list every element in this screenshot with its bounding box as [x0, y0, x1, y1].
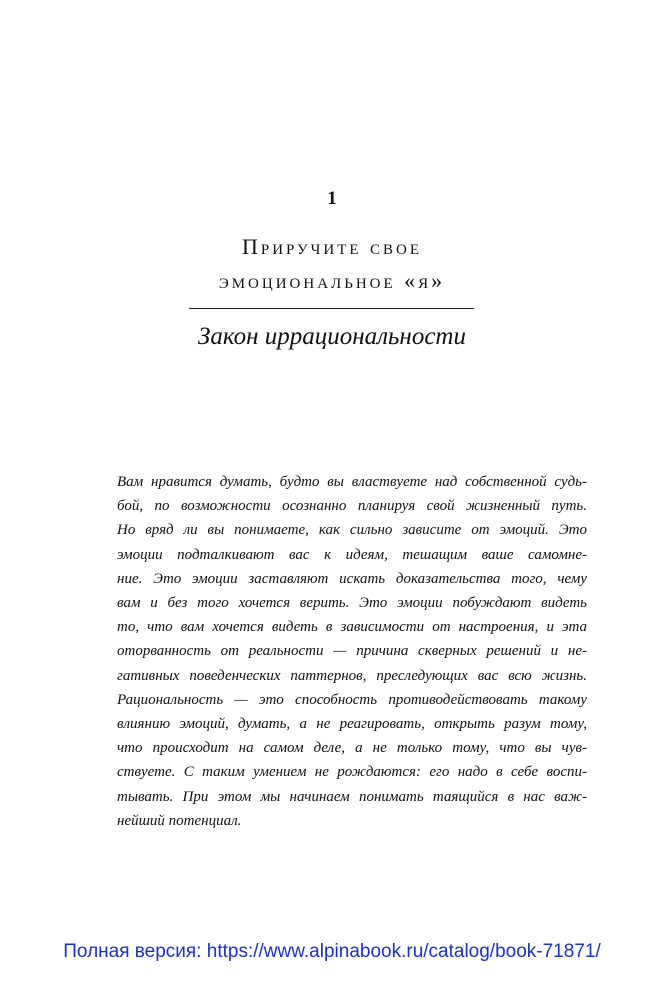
- full-version-link[interactable]: Полная версия: https://www.alpinabook.ru/catalog/book-71871/: [63, 941, 601, 962]
- epigraph-line: что происходит на самом деле, а не только тому, что вы чув-: [117, 740, 587, 757]
- epigraph-paragraph: [117, 470, 587, 833]
- title-divider: [189, 308, 474, 309]
- epigraph-line: ствуете. С таким умением не рождаются: его надо в себе воспи-: [117, 764, 587, 781]
- epigraph-line: эмоции подталкивают вас к идеям, тешащим ваше самомне-: [117, 546, 587, 563]
- epigraph-line: Рациональность — это способность противодействовать такому: [117, 691, 587, 708]
- epigraph-line: Вам нравится думать, будто вы властвуете над собственной судь-: [117, 474, 587, 490]
- epigraph-line: гативных поведенческих паттернов, преследующих вас всю жизнь.: [117, 667, 587, 684]
- chapter-title-line-2: эмоциональное «я»: [218, 268, 446, 293]
- epigraph-line: тывать. При этом мы начинаем понимать таящийся в нас важ-: [117, 788, 587, 805]
- chapter-subtitle: Закон иррациональности: [197, 323, 466, 350]
- chapter-title: [0, 230, 664, 298]
- epigraph-line: бой, по возможности осознанно планируя свой жизненный путь.: [117, 498, 587, 515]
- epigraph-line: оторванность от реальности — причина скверных решений и не-: [117, 643, 587, 660]
- epigraph-line: влиянию эмоций, думать, а не реагировать, открыть разум тому,: [117, 716, 587, 733]
- chapter-number: 1: [327, 188, 337, 209]
- epigraph-line: вам и без того хочется верить. Это эмоции побуждают видеть: [117, 595, 587, 612]
- epigraph-line: нейший потенциал.: [117, 812, 242, 829]
- epigraph-line: то, что вам хочется видеть в зависимости от настроения, и эта: [117, 619, 587, 636]
- epigraph-line: ние. Это эмоции заставляют искать доказательства того, чему: [117, 570, 587, 587]
- chapter-title-line-1: Приручите свое: [241, 234, 423, 259]
- epigraph-line: Но вряд ли вы понимаете, как сильно зависите от эмоций. Это: [117, 522, 587, 539]
